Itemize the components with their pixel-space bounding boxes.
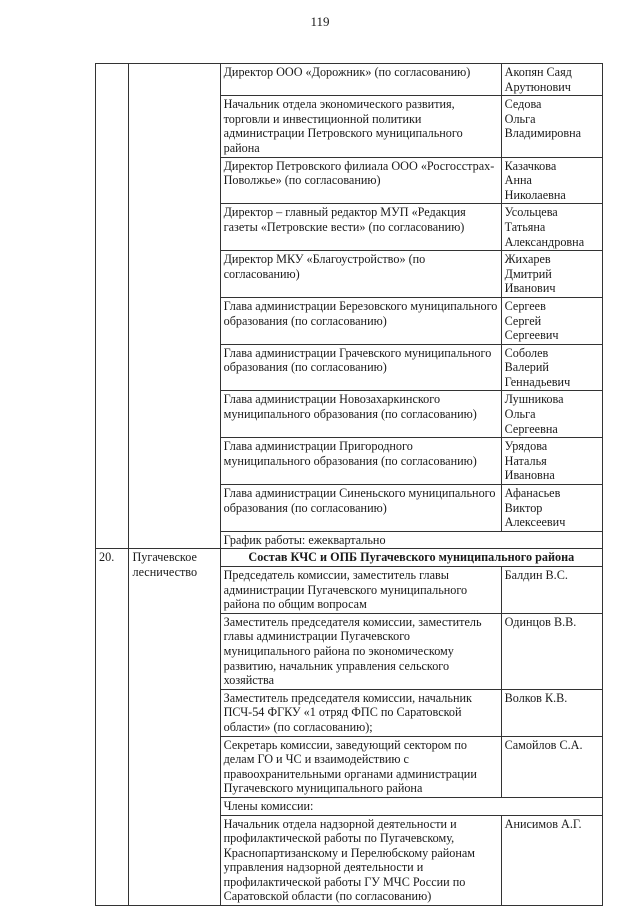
- position-cell: Директор ООО «Дорожник» (по согласованию): [220, 64, 501, 96]
- member-name-cell: [501, 157, 602, 204]
- member-name: Жихарев Дмитрий Иванович: [504, 252, 556, 296]
- position-cell: Глава администрации Новозахаркинского муниципального образования (по согласованию): [220, 391, 501, 438]
- member-name-cell: Одинцов В.В.: [501, 613, 602, 689]
- member-name: Седова Ольга Владимировна: [504, 97, 582, 141]
- member-name: Усольцева Татьяна Александровна: [504, 205, 585, 249]
- organization-cell: [129, 64, 220, 549]
- member-name-cell: Самойлов С.А.: [501, 736, 602, 797]
- row-number-cell: [96, 64, 129, 549]
- member-name-cell: Анисимов А.Г.: [501, 815, 602, 906]
- table-row: [96, 64, 603, 96]
- member-name-cell: Волков К.В.: [501, 689, 602, 736]
- position-cell: Начальник отдела экономического развития, торговли и инвестиционной политики администрации Петровского муниципального района: [220, 96, 501, 157]
- position-cell: Директор МКУ «Благоустройство» (по согласованию): [220, 251, 501, 298]
- position-cell: Директор – главный редактор МУП «Редакция газеты «Петровские вести» (по согласованию): [220, 204, 501, 251]
- row-number-cell: 20.: [96, 549, 129, 906]
- member-name-cell: [501, 297, 602, 344]
- table-row: [96, 549, 603, 567]
- position-cell: Глава администрации Синеньского муниципального образования (по согласованию): [220, 485, 501, 532]
- position-cell: Начальник отдела надзорной деятельности и профилактической работы по Пугачевскому, Краснопартизанскому и Перелюбскому районам управления надзорной деятельности и профилактической работы ГУ МЧС России по Саратовской области (по согласованию): [220, 815, 501, 906]
- commission-table: [95, 63, 603, 906]
- member-name-cell: [501, 438, 602, 485]
- member-name-cell: [501, 485, 602, 532]
- member-name-cell: [501, 96, 602, 157]
- position-cell: Директор Петровского филиала ООО «Росгосстрах-Поволжье» (по согласованию): [220, 157, 501, 204]
- position-cell: Заместитель председателя комиссии, заместитель главы администрации Пугачевского муниципального района по экономическому развитию, начальник управления сельского хозяйства: [220, 613, 501, 689]
- members-label: Члены комиссии:: [220, 797, 602, 815]
- member-name: Лушникова Ольга Сергеевна: [504, 392, 564, 436]
- member-name: Акопян Саяд Арутюнович: [504, 65, 572, 94]
- member-name: Сергеев Сергей Сергеевич: [504, 298, 559, 343]
- member-name: Афанасьев Виктор Алексеевич: [504, 486, 566, 530]
- position-cell: Секретарь комиссии, заведующий сектором по делам ГО и ЧС и взаимодействию с правоохранительными органами администрации Пугачевского муниципального района: [220, 736, 501, 797]
- position-cell: Глава администрации Березовского муниципального образования (по согласованию): [220, 297, 501, 344]
- page-number: 119: [310, 14, 330, 29]
- member-name-cell: Балдин В.С.: [501, 567, 602, 614]
- member-name-cell: [501, 64, 602, 96]
- member-name-cell: [501, 391, 602, 438]
- member-name-cell: [501, 251, 602, 298]
- position-cell: Глава администрации Пригородного муниципального образования (по согласованию): [220, 438, 501, 485]
- organization-cell: Пугачевское лесничество: [129, 549, 220, 906]
- member-name-cell: [501, 344, 602, 391]
- member-name: Соболев Валерий Геннадьевич: [504, 345, 571, 389]
- member-name: Казачкова Анна Николаевна: [504, 158, 566, 202]
- member-name-cell: [501, 204, 602, 251]
- position-cell: Глава администрации Грачевского муниципального образования (по согласованию): [220, 344, 501, 391]
- schedule-cell: График работы: ежеквартально: [220, 531, 602, 549]
- position-cell: Председатель комиссии, заместитель главы администрации Пугачевского муниципального района по общим вопросам: [220, 567, 501, 614]
- position-cell: Заместитель председателя комиссии, начальник ПСЧ-54 ФГКУ «1 отряд ФПС по Саратовской области» (по согласованию);: [220, 689, 501, 736]
- section-heading: Состав КЧС и ОПБ Пугачевского муниципального района: [220, 549, 602, 567]
- member-name: Урядова Наталья Ивановна: [504, 439, 555, 483]
